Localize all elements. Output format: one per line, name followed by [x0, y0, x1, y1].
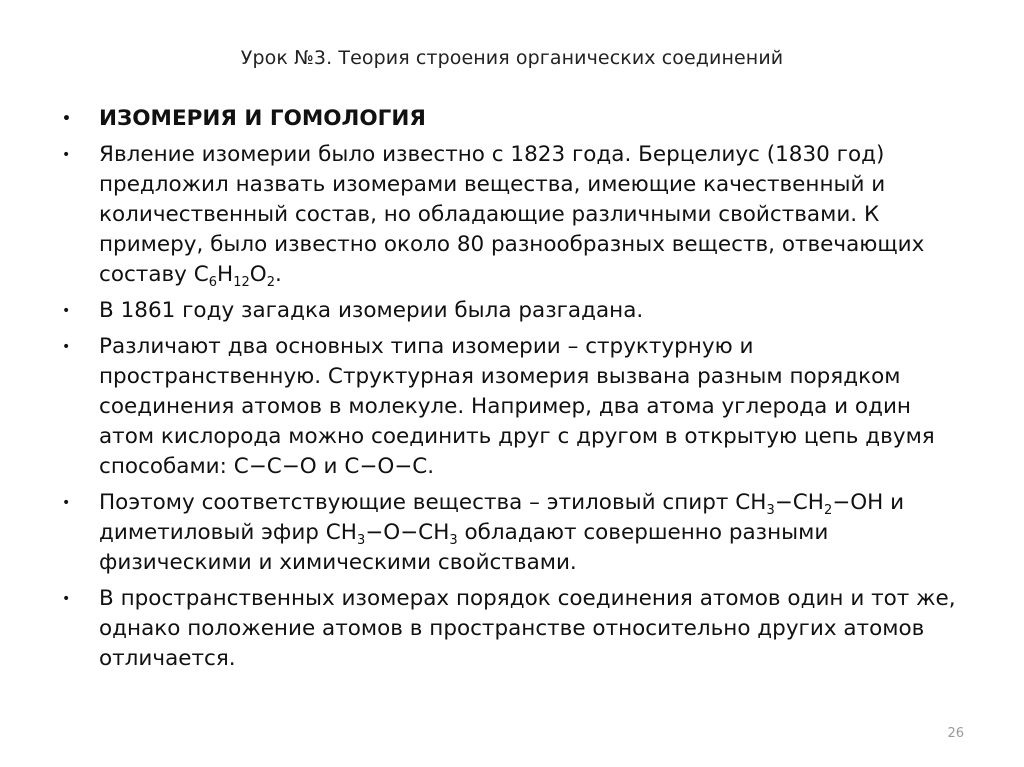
bullet-text: В 1861 году загадка изомерии была разгадана. [99, 298, 644, 323]
bullet-text: ИЗОМЕРИЯ И ГОМОЛОГИЯ [99, 106, 426, 131]
bullet-text: Поэтому соответствующие вещества – этиловый спирт $CH_3-CH_2-OH$ и диметиловый эфир $CH_3-O-CH_3$ обладают совершенно разными физическими и химическими свойствами. [99, 490, 905, 575]
bullet-marker: • [62, 303, 71, 319]
page-number: 26 [947, 726, 964, 741]
bullet-marker: • [62, 147, 71, 163]
bullet-list [62, 104, 962, 680]
bullet-marker: • [62, 495, 71, 511]
bullet-item-ethanol-ether [62, 488, 962, 578]
slide-title: Урок №3. Теория строения органических соединений [240, 47, 784, 69]
bullet-marker: • [62, 339, 71, 355]
bullet-marker: • [62, 591, 71, 607]
bullet-marker: • [62, 111, 71, 127]
bullet-text: Различают два основных типа изомерии – структурную и пространственную. Структурная изомерия вызвана разным порядком соединения атомов в молекуле. Например, два атома углерода и один атом кислорода можно соединить друг с другом в открытую цепь двумя способами: С−С−О и С−О−С. [99, 334, 935, 479]
bullet-item-heading [62, 104, 962, 134]
bullet-item-1861 [62, 296, 962, 326]
bullet-item-isomerism-history [62, 140, 962, 290]
bullet-text: В пространственных изомерах порядок соединения атомов один и тот же, однако положение атомов в пространстве относительно других атомов отличается. [99, 586, 956, 671]
bullet-item-isomerism-types [62, 332, 962, 482]
bullet-item-spatial-isomers [62, 584, 962, 674]
bullet-text: Явление изомерии было известно с 1823 года. Берцелиус (1830 год) предложил назвать изомерами вещества, имеющие качественный и количественный состав, но обладающие различными свойствами. К примеру, было известно около 80 разнообразных веществ, отвечающих составу $C_6H_{12}O_2$. [99, 142, 925, 290]
